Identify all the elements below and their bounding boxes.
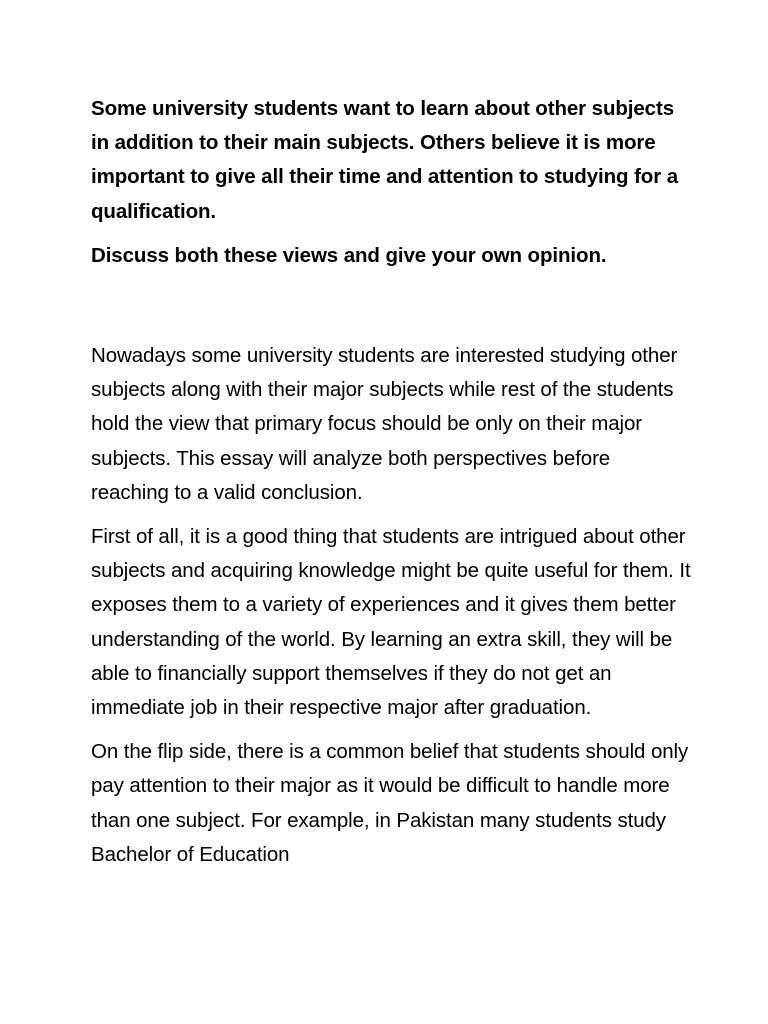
- document-content: [91, 92, 691, 882]
- prompt-instruction: Discuss both these views and give your own opinion.: [91, 243, 607, 267]
- essay-paragraph-second-view: On the flip side, there is a common belief that students should only pay attention to their major as it would be difficult to handle more than one subject. For example, in Pakistan many students study Bachelor of Education: [91, 740, 689, 866]
- prompt-question: Some university students want to learn about other subjects in addition to their main subjects. Others believe it is more important to give all their time and attention to studying for a qualification.: [91, 97, 678, 223]
- essay-prompt: [91, 92, 691, 273]
- essay-paragraph-first-view: First of all, it is a good thing that students are intrigued about other subjects and acquiring knowledge might be quite useful for them. It exposes them to a variety of experiences and it gives them better understanding of the world. By learning an extra skill, they will be able to financially support themselves if they do not get an immediate job in their respective major after graduation.: [91, 525, 691, 720]
- essay-body: [91, 339, 691, 872]
- essay-paragraph-introduction: Nowadays some university students are interested studying other subjects along with their major subjects while rest of the students hold the view that primary focus should be only on their major subjects. This essay will analyze both perspectives before reaching to a valid conclusion.: [91, 344, 678, 504]
